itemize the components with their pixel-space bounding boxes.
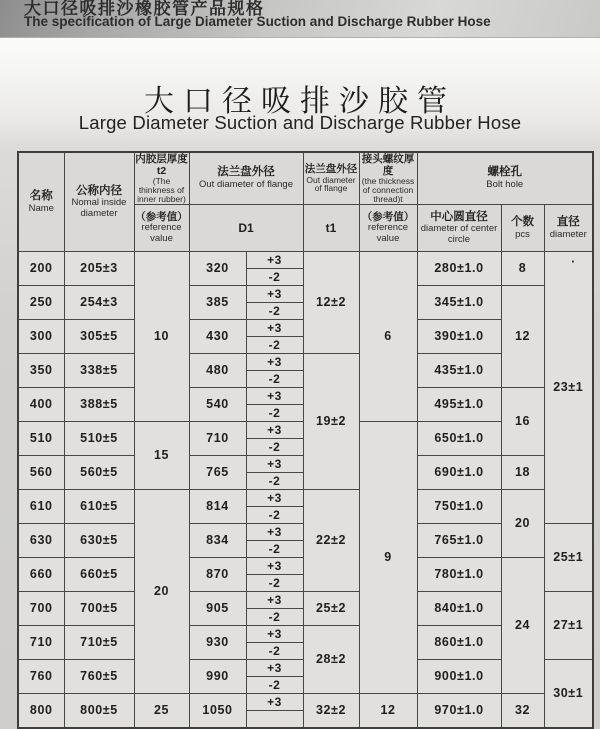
cell-center-circle-diameter: 280±1.0 (417, 251, 501, 285)
cell-center-circle-diameter: 860±1.0 (417, 625, 501, 659)
cell-nominal-inside-diameter: 205±3 (64, 251, 134, 285)
cell-name: 630 (18, 523, 64, 557)
thread-header-en: (the thickness of connection thread)t (361, 176, 415, 204)
cell-bolt-count: 12 (501, 285, 544, 387)
page-title-zh: 大口径吸排沙胶管 (144, 85, 456, 118)
cell-name: 300 (18, 319, 64, 353)
cell-name: 660 (18, 557, 64, 591)
d1-sub-label: D1 (238, 220, 254, 235)
cell-bolt-diameter: 23±1 · (544, 251, 593, 523)
cell-t1-thickness: 25±2 (303, 591, 359, 625)
cell-name: 610 (18, 489, 64, 523)
cell-name: 700 (18, 591, 64, 625)
cell-flange-outer-diameter-d1: 990 (189, 659, 246, 693)
d1-header-zh: 法兰盘外径 (217, 166, 275, 179)
t1-header-zh: 法兰盘外径 (304, 163, 358, 176)
cell-center-circle-diameter: 970±1.0 (417, 693, 501, 728)
cell-nominal-inside-diameter: 388±5 (64, 387, 134, 421)
cell-t1-thickness: 19±2 (303, 353, 359, 489)
cell-center-circle-diameter: 435±1.0 (417, 353, 501, 387)
d1-tolerance-minus: -2 (268, 371, 281, 386)
cell-flange-outer-diameter-d1: 905 (189, 591, 246, 625)
col-subheader-t2-reference (134, 204, 189, 251)
cell-flange-outer-diameter-d1: 1050 (189, 693, 246, 728)
d1-tolerance-minus: -2 (268, 439, 281, 454)
page-header-banner (0, 0, 600, 38)
cell-bolt-count: 8 (501, 251, 544, 285)
cell-nominal-inside-diameter: 338±5 (64, 353, 134, 387)
thread-ref-en: reference value (367, 222, 409, 244)
cell-flange-outer-diameter-d1: 870 (189, 557, 246, 591)
d1-tolerance-plus: +3 (247, 626, 303, 643)
cell-d1-tolerance (246, 659, 303, 693)
cell-bolt-diameter: 30±1 (544, 659, 593, 728)
cell-d1-tolerance (246, 489, 303, 523)
nominal-header-en: Nomal inside diameter (71, 197, 127, 219)
name-header-en: Name (28, 202, 54, 214)
d1-tolerance-minus: -2 (268, 609, 281, 624)
cell-t1-thickness: 28±2 (303, 625, 359, 693)
cell-nominal-inside-diameter: 610±5 (64, 489, 134, 523)
d1-tolerance-plus: +3 (247, 320, 303, 337)
pcs-header-en: pcs (515, 228, 530, 240)
spec-table (17, 151, 594, 729)
d1-tolerance-minus: -2 (268, 473, 281, 488)
d1-tolerance-minus: -2 (268, 269, 281, 284)
cell-nominal-inside-diameter: 800±5 (64, 693, 134, 728)
d1-header-en: Out diameter of flange (199, 179, 293, 191)
cell-center-circle-diameter: 495±1.0 (417, 387, 501, 421)
cell-nominal-inside-diameter: 760±5 (64, 659, 134, 693)
cell-inner-rubber-thickness: 15 (134, 421, 189, 489)
table-row (18, 489, 593, 523)
col-subheader-t1 (303, 204, 359, 251)
t2-header-zh: 内胶层厚度t2 (135, 153, 188, 178)
thread-header-zh: 接头螺纹厚度 (361, 153, 415, 178)
pcs-header-zh: 个数 (511, 215, 534, 228)
cell-bolt-count: 16 (501, 387, 544, 455)
cell-center-circle-diameter: 690±1.0 (417, 455, 501, 489)
cell-center-circle-diameter: 650±1.0 (417, 421, 501, 455)
cell-name: 250 (18, 285, 64, 319)
t1-sub-label: t1 (325, 220, 337, 235)
cell-thread-reference: 9 (359, 421, 417, 693)
d1-tolerance-plus: +3 (247, 456, 303, 473)
cell-nominal-inside-diameter: 305±5 (64, 319, 134, 353)
cell-flange-outer-diameter-d1: 480 (189, 353, 246, 387)
cell-center-circle-diameter: 390±1.0 (417, 319, 501, 353)
cell-inner-rubber-thickness: 25 (134, 693, 189, 728)
cell-name: 560 (18, 455, 64, 489)
cell-d1-tolerance (246, 523, 303, 557)
col-subheader-thread-reference (359, 204, 417, 251)
d1-tolerance-plus: +3 (247, 660, 303, 677)
d1-tolerance-minus: -2 (268, 507, 281, 522)
col-header-bolt-hole-group (417, 152, 593, 204)
col-header-name (18, 152, 64, 251)
col-subheader-center-circle (417, 204, 501, 251)
cell-d1-tolerance (246, 557, 303, 591)
d1-tolerance-plus: +3 (247, 558, 303, 575)
cell-center-circle-diameter: 900±1.0 (417, 659, 501, 693)
cell-nominal-inside-diameter: 254±3 (64, 285, 134, 319)
cell-name: 710 (18, 625, 64, 659)
cell-nominal-inside-diameter: 560±5 (64, 455, 134, 489)
cell-inner-rubber-thickness: 20 (134, 489, 189, 693)
cell-name: 760 (18, 659, 64, 693)
scan-artifact-dot: · (571, 253, 576, 269)
cell-thread-reference: 6 (359, 251, 417, 421)
cell-nominal-inside-diameter: 510±5 (64, 421, 134, 455)
cell-flange-outer-diameter-d1: 320 (189, 251, 246, 285)
col-header-inner-rubber-thickness (134, 152, 189, 204)
cell-thread-reference: 12 (359, 693, 417, 728)
thread-ref-zh: （参考值） (361, 211, 415, 224)
bolt-header-zh: 螺栓孔 (487, 166, 522, 179)
cell-center-circle-diameter: 840±1.0 (417, 591, 501, 625)
cell-flange-outer-diameter-d1: 814 (189, 489, 246, 523)
d1-tolerance-minus: -2 (268, 337, 281, 352)
table-row (18, 251, 593, 285)
cell-flange-outer-diameter-d1: 765 (189, 455, 246, 489)
name-header-zh: 名称 (29, 189, 53, 202)
d1-tolerance-plus: +3 (247, 490, 303, 507)
d1-tolerance-plus: +3 (247, 252, 303, 269)
cell-d1-tolerance (246, 387, 303, 421)
cell-nominal-inside-diameter: 660±5 (64, 557, 134, 591)
d1-tolerance-minus: -2 (268, 405, 281, 420)
spec-table-body (18, 251, 593, 728)
t1-header-en: Out diameter of flange (306, 174, 356, 194)
d1-tolerance-minus: -2 (268, 575, 281, 590)
page-title-en: Large Diameter Suction and Discharge Rubber Hose (78, 112, 522, 133)
col-subheader-bolt-diameter (544, 204, 593, 251)
cell-d1-tolerance (246, 319, 303, 353)
cell-flange-outer-diameter-d1: 540 (189, 387, 246, 421)
cell-d1-tolerance (246, 455, 303, 489)
d1-tolerance-minus (247, 711, 303, 727)
bolt-header-en: Bolt hole (486, 179, 524, 191)
cell-center-circle-diameter: 765±1.0 (417, 523, 501, 557)
cell-nominal-inside-diameter: 710±5 (64, 625, 134, 659)
d1-tolerance-minus: -2 (268, 677, 281, 692)
cell-name: 510 (18, 421, 64, 455)
cell-nominal-inside-diameter: 700±5 (64, 591, 134, 625)
circle-header-zh: 中心圆直径 (430, 210, 488, 223)
cell-d1-tolerance (246, 625, 303, 659)
d1-tolerance-minus: -2 (268, 643, 281, 658)
cell-center-circle-diameter: 750±1.0 (417, 489, 501, 523)
col-header-flange-outer-diameter-t1 (303, 152, 359, 204)
cell-name: 350 (18, 353, 64, 387)
cell-name: 400 (18, 387, 64, 421)
cell-bolt-diameter: 27±1 (544, 591, 593, 659)
circle-header-en: diameter of center circle (420, 223, 498, 245)
cell-nominal-inside-diameter: 630±5 (64, 523, 134, 557)
header-row-1 (18, 152, 593, 204)
cell-flange-outer-diameter-d1: 710 (189, 421, 246, 455)
banner-title-zh: 大口径吸排沙橡胶管产品规格 (24, 0, 265, 18)
col-subheader-pcs (501, 204, 544, 251)
d1-tolerance-plus: +3 (247, 524, 303, 541)
t2-ref-en: reference value (141, 222, 182, 244)
cell-bolt-diameter: 25±1 (544, 523, 593, 591)
d1-tolerance-plus: +3 (247, 422, 303, 439)
t2-ref-zh: （参考值） (135, 211, 188, 224)
cell-bolt-count: 32 (501, 693, 544, 728)
cell-flange-outer-diameter-d1: 385 (189, 285, 246, 319)
col-header-nominal-diameter (64, 152, 134, 251)
cell-d1-tolerance (246, 285, 303, 319)
cell-name: 200 (18, 251, 64, 285)
cell-d1-tolerance (246, 591, 303, 625)
t2-header-en: (The thinkness of inner rubber) (137, 176, 186, 204)
cell-d1-tolerance (246, 251, 303, 285)
cell-name: 800 (18, 693, 64, 728)
diam-header-en: diameter (549, 228, 587, 240)
cell-bolt-count: 24 (501, 557, 544, 693)
spec-table-head (18, 152, 593, 251)
d1-tolerance-plus: +3 (247, 286, 303, 303)
cell-d1-tolerance (246, 693, 303, 728)
cell-flange-outer-diameter-d1: 430 (189, 319, 246, 353)
col-header-flange-outer-diameter (189, 152, 303, 204)
col-subheader-d1 (189, 204, 303, 251)
cell-bolt-count: 18 (501, 455, 544, 489)
cell-flange-outer-diameter-d1: 930 (189, 625, 246, 659)
cell-d1-tolerance (246, 421, 303, 455)
cell-inner-rubber-thickness: 10 (134, 251, 189, 421)
d1-tolerance-plus: +3 (247, 354, 303, 371)
cell-t1-thickness: 12±2 (303, 251, 359, 353)
d1-tolerance-plus: +3 (247, 388, 303, 405)
cell-flange-outer-diameter-d1: 834 (189, 523, 246, 557)
cell-center-circle-diameter: 345±1.0 (417, 285, 501, 319)
d1-tolerance-plus: +3 (247, 694, 303, 711)
d1-tolerance-minus: -2 (268, 541, 281, 556)
cell-center-circle-diameter: 780±1.0 (417, 557, 501, 591)
table-row (18, 693, 593, 728)
nominal-header-zh: 公称内径 (76, 184, 122, 197)
cell-t1-thickness: 32±2 (303, 693, 359, 728)
d1-tolerance-minus: -2 (268, 303, 281, 318)
banner-title-en: The specification of Large Diameter Suction and Discharge Rubber Hose (24, 14, 491, 29)
cell-t1-thickness: 22±2 (303, 489, 359, 591)
d1-tolerance-plus: +3 (247, 592, 303, 609)
col-header-connection-thread-thickness (359, 152, 417, 204)
cell-d1-tolerance (246, 353, 303, 387)
cell-bolt-count: 20 (501, 489, 544, 557)
diam-header-zh: 直径 (556, 215, 580, 228)
